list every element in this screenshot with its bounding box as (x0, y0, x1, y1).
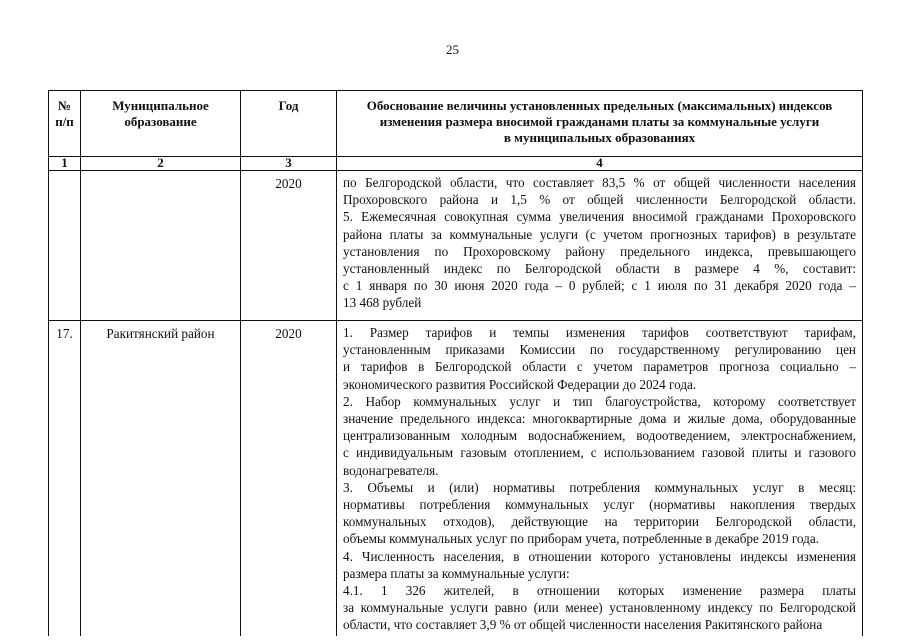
text-line: 3. Объемы и (или) нормативы потребления коммунальных услуг в месяц: (343, 479, 856, 495)
text-line: 5. Ежемесячная совокупная сумма увеличения вносимой гражданами Прохоровского (343, 209, 856, 225)
text-line: 4.1. 1 326 жителей, в отношении которых изменение размера платы (343, 583, 856, 599)
text-line: размера платы за коммунальные услуги: (343, 565, 570, 581)
text-line: установленным приказами Комиссии по государственному регулированию цен (343, 342, 856, 358)
row-municipality (81, 171, 241, 321)
row-number: 17. (49, 321, 81, 636)
text-line: 13 468 рублей (343, 295, 422, 311)
table-row (49, 171, 863, 321)
row-number (49, 171, 81, 321)
text-line: с 1 января по 30 июня 2020 года – 0 рублей; с 1 июля по 31 декабря 2020 года – (343, 278, 856, 294)
text-line: экономического развития Российской Федерации до 2024 года. (343, 376, 697, 392)
header-number: № п/п (49, 91, 81, 157)
column-number: 3 (241, 157, 337, 171)
text-line: водонагревателя. (343, 462, 439, 478)
indices-table (48, 90, 863, 636)
justification-text (343, 174, 856, 312)
header-justification: Обоснование величины установленных предельных (максимальных) индексов изменения размера вносимой гражданами платы за коммунальные услуги в муниципальных образованиях (337, 91, 863, 157)
row-justification (337, 321, 863, 636)
header-municipality: Муниципальное образование (81, 91, 241, 157)
text-line: за коммунальные услуги равно (или менее) установленному индексу по Белгородской (343, 600, 856, 616)
header-year: Год (241, 91, 337, 157)
text-line: области, что составляет 3,9 % от общей численности населения Ракитянского района (343, 617, 823, 633)
column-number: 2 (81, 157, 241, 171)
text-line: коммунальных отходов), действующие на территории Белгородской области, (343, 514, 856, 530)
table-header-row (49, 91, 863, 157)
text-line: установления по Прохоровскому району предельного индекса, превышающего (343, 243, 856, 259)
column-number: 4 (337, 157, 863, 171)
text-line: района платы за коммунальные услуги (с учетом прогнозных тарифов) в результате (343, 226, 856, 242)
table-row (49, 321, 863, 636)
row-year: 2020 (241, 171, 337, 321)
text-line: Прохоровского района и 1,5 % от общей численности Белгородской области. (343, 192, 856, 208)
text-line: объемы коммунальных услуг по приборам учета, потребленные в декабре 2019 года. (343, 531, 819, 547)
text-line: и тарифов в Белгородской области с учетом параметров прогноза социально – (343, 359, 856, 375)
text-line: централизованным холодным водоснабжением, водоотведением, электроснабжением, (343, 428, 856, 444)
text-line: 4. Численность населения, в отношении которого установлены индексы изменения (343, 548, 856, 564)
text-line: с индивидуальным газовым отоплением, с использованием газовой плиты и газового (343, 445, 856, 461)
row-municipality: Ракитянский район (81, 321, 241, 636)
row-justification (337, 171, 863, 321)
text-line: 2. Набор коммунальных услуг и тип благоустройства, которому соответствует (343, 393, 856, 409)
text-line: нормативы потребления коммунальных услуг (нормативы накопления твердых (343, 497, 856, 513)
column-numbers-row (49, 157, 863, 171)
column-number: 1 (49, 157, 81, 171)
page-number: 25 (446, 42, 459, 57)
text-line: установленный индекс по Белгородской области в размере 4 %, составит: (343, 261, 856, 277)
row-year: 2020 (241, 321, 337, 636)
text-line: по Белгородской области, что составляет 83,5 % от общей численности населения (343, 175, 856, 190)
text-line: 1. Размер тарифов и темпы изменения тарифов соответствуют тарифам, (343, 325, 856, 340)
justification-text (343, 324, 856, 634)
text-line: значение предельного индекса: многоквартирные дома и жилые дома, оборудованные (343, 411, 856, 427)
